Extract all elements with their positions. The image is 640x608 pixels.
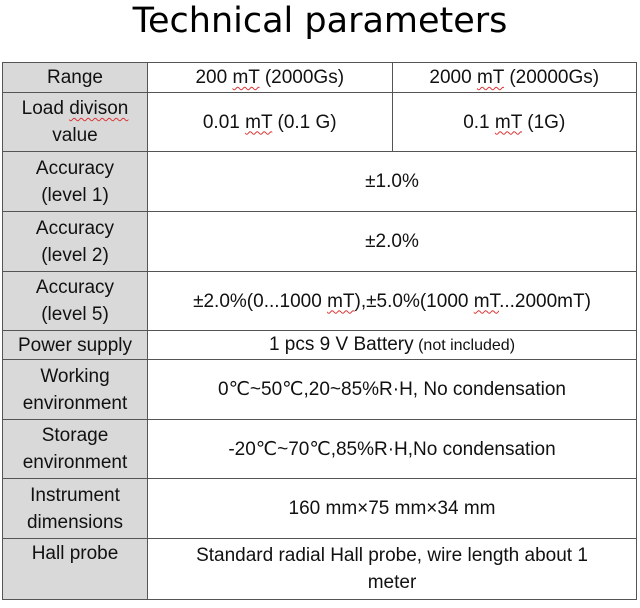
- table-row-instrument-dimensions: [3, 479, 637, 539]
- load-division-2000mt-cell: 0.1 mT (1G): [392, 93, 637, 152]
- table-row-working-environment: [3, 360, 637, 420]
- label-load-division: Load divison value: [3, 93, 148, 152]
- table-row-accuracy-level-1: [3, 152, 637, 212]
- instrument-dimensions-value: 160 mm×75 mm×34 mm: [148, 479, 637, 539]
- accuracy-level-1-value: ±1.0%: [148, 152, 637, 212]
- hall-probe-value: Standard radial Hall probe, wire length about 1 meter: [148, 539, 637, 600]
- page-title: Technical parameters: [132, 1, 508, 41]
- label-accuracy-level-2: Accuracy (level 2): [3, 212, 148, 272]
- working-environment-value: 0℃~50℃,20~85%R·H, No condensation: [148, 360, 637, 420]
- label-instrument-dimensions: Instrument dimensions: [3, 479, 148, 539]
- label-storage-environment: Storage environment: [3, 420, 148, 479]
- table-row-accuracy-level-2: [3, 212, 637, 272]
- accuracy-level-5-value: ±2.0%(0...1000 mT),±5.0%(1000 mT...2000mT): [148, 272, 637, 331]
- load-division-200mt-cell: 0.01 mT (0.1 G): [148, 93, 393, 152]
- table-row-power-supply: [3, 331, 637, 360]
- label-accuracy-level-1: Accuracy (level 1): [3, 152, 148, 212]
- label-range: Range: [3, 63, 148, 93]
- table-row-load-division: [3, 93, 637, 152]
- label-power-supply: Power supply: [3, 331, 148, 360]
- label-hall-probe: Hall probe: [3, 539, 148, 600]
- table-row-hall-probe: [3, 539, 637, 600]
- table-row-accuracy-level-5: [3, 272, 637, 331]
- storage-environment-value: -20℃~70℃,85%R·H,No condensation: [148, 420, 637, 479]
- table-row-storage-environment: [3, 420, 637, 479]
- label-accuracy-level-5: Accuracy (level 5): [3, 272, 148, 331]
- range-2000mt-cell: 2000 mT (20000Gs): [392, 63, 637, 93]
- technical-parameters-table: [2, 62, 637, 600]
- table-row-range: [3, 63, 637, 93]
- power-supply-value: 1 pcs 9 V Battery (not included): [148, 331, 637, 360]
- label-working-environment: Working environment: [3, 360, 148, 420]
- accuracy-level-2-value: ±2.0%: [148, 212, 637, 272]
- range-200mt-cell: 200 mT (2000Gs): [148, 63, 393, 93]
